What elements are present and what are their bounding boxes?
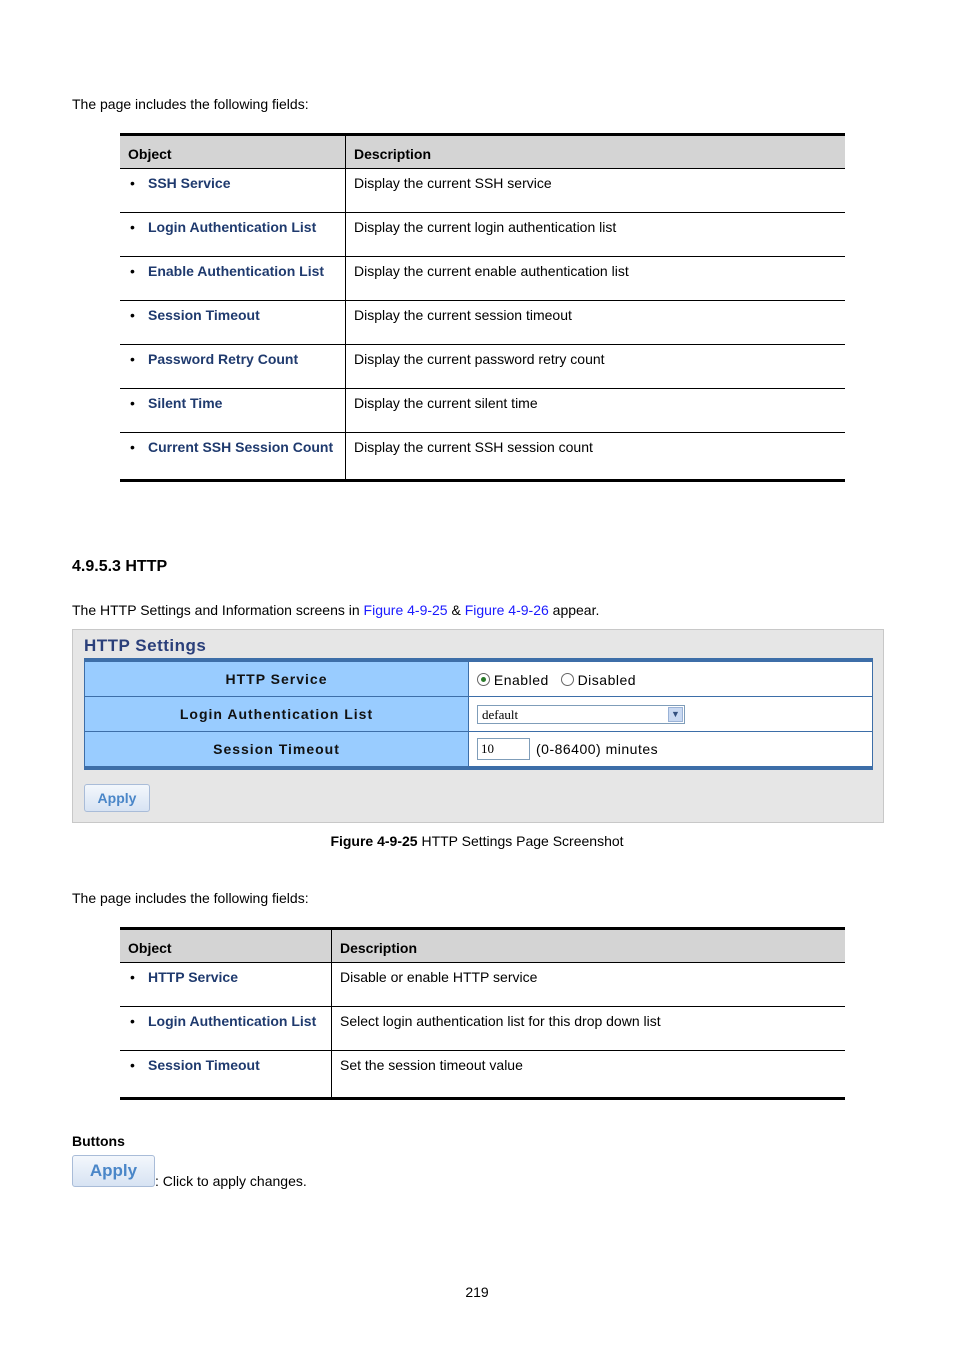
object-description: Display the current session timeout [346, 301, 846, 345]
object-name: SSH Service [148, 175, 231, 191]
table-row [120, 389, 845, 433]
object-name: Login Authentication List [148, 1013, 317, 1029]
object-name: Silent Time [148, 395, 223, 411]
session-timeout-value [469, 732, 873, 769]
description-column-header: Description [346, 135, 846, 169]
table-row [120, 1051, 845, 1099]
login-auth-value [469, 697, 873, 732]
object-description: Display the current SSH session count [346, 433, 846, 481]
settings-row-session-timeout [85, 732, 873, 769]
table-row [120, 1007, 845, 1051]
section-heading: 4.9.5.3 HTTP [72, 558, 168, 575]
session-timeout-label: Session Timeout [85, 732, 469, 769]
table-row [120, 213, 845, 257]
login-auth-selected: default [482, 706, 519, 722]
bullet-icon: • [130, 351, 135, 367]
section-text-before: The HTTP Settings and Information screens in [72, 602, 364, 618]
object-name: Session Timeout [148, 307, 260, 323]
intro-paragraph: The page includes the following fields: [72, 96, 309, 112]
object-description: Disable or enable HTTP service [332, 963, 846, 1007]
enabled-radio[interactable] [477, 673, 490, 686]
object-name: HTTP Service [148, 969, 239, 985]
bullet-icon: • [130, 1013, 135, 1029]
enabled-radio-label: Enabled [493, 671, 549, 688]
session-timeout-range: (0-86400) minutes [536, 741, 659, 757]
figure-caption-number: Figure 4-9-25 [330, 833, 418, 849]
page-number: 219 [465, 1284, 489, 1300]
object-column-header: Object [120, 135, 346, 169]
login-auth-label: Login Authentication List [85, 697, 469, 732]
table-row [120, 257, 845, 301]
http-service-value [469, 660, 873, 697]
figure-4-9-26-link[interactable]: Figure 4-9-26 [464, 602, 549, 618]
figure-caption [0, 833, 954, 850]
bullet-icon: • [130, 263, 135, 279]
http-fields-table [120, 927, 845, 1100]
bullet-icon: • [130, 175, 135, 191]
http-settings-table [84, 658, 873, 770]
apply-button[interactable]: Apply [84, 784, 150, 812]
apply-button-sample[interactable]: Apply [72, 1155, 155, 1187]
table-row [120, 345, 845, 389]
object-description: Display the current SSH service [346, 169, 846, 213]
object-description: Select login authentication list for this drop down list [332, 1007, 846, 1051]
table-row [120, 963, 845, 1007]
bullet-icon: • [130, 969, 135, 985]
object-name: Enable Authentication List [148, 263, 325, 279]
http-service-label: HTTP Service [85, 660, 469, 697]
object-name: Login Authentication List [148, 219, 317, 235]
object-name: Session Timeout [148, 1057, 260, 1073]
figure-caption-text: HTTP Settings Page Screenshot [417, 833, 624, 849]
section-text-amp: & [447, 602, 465, 618]
section-paragraph [72, 602, 599, 619]
object-description: Display the current login authentication list [346, 213, 846, 257]
chevron-down-icon[interactable]: ▼ [668, 707, 683, 722]
http-settings-panel [72, 629, 884, 823]
object-column-header: Object [120, 929, 332, 963]
settings-row-http-service [85, 660, 873, 697]
figure-4-9-25-link[interactable]: Figure 4-9-25 [363, 602, 448, 618]
intro-paragraph-2: The page includes the following fields: [72, 890, 309, 906]
bullet-icon: • [130, 219, 135, 235]
bullet-icon: • [130, 395, 135, 411]
login-auth-select[interactable] [477, 705, 685, 724]
table-row [120, 433, 845, 481]
table-row [120, 301, 845, 345]
disabled-radio[interactable] [561, 673, 574, 686]
object-description: Display the current silent time [346, 389, 846, 433]
settings-row-login-auth [85, 697, 873, 732]
buttons-heading: Buttons [72, 1133, 125, 1149]
panel-title: HTTP Settings [84, 636, 207, 655]
object-name: Password Retry Count [148, 351, 299, 367]
object-name: Current SSH Session Count [148, 439, 334, 455]
section-text-after: appear. [548, 602, 600, 618]
bullet-icon: • [130, 1057, 135, 1073]
ssh-fields-table [120, 133, 845, 482]
bullet-icon: • [130, 307, 135, 323]
description-column-header: Description [332, 929, 846, 963]
disabled-radio-label: Disabled [577, 671, 637, 688]
apply-description: : Click to apply changes. [155, 1173, 307, 1189]
session-timeout-input[interactable]: 10 [477, 738, 530, 760]
object-description: Display the current enable authentication list [346, 257, 846, 301]
object-description: Set the session timeout value [332, 1051, 846, 1099]
table-row [120, 169, 845, 213]
bullet-icon: • [130, 439, 135, 455]
object-description: Display the current password retry count [346, 345, 846, 389]
